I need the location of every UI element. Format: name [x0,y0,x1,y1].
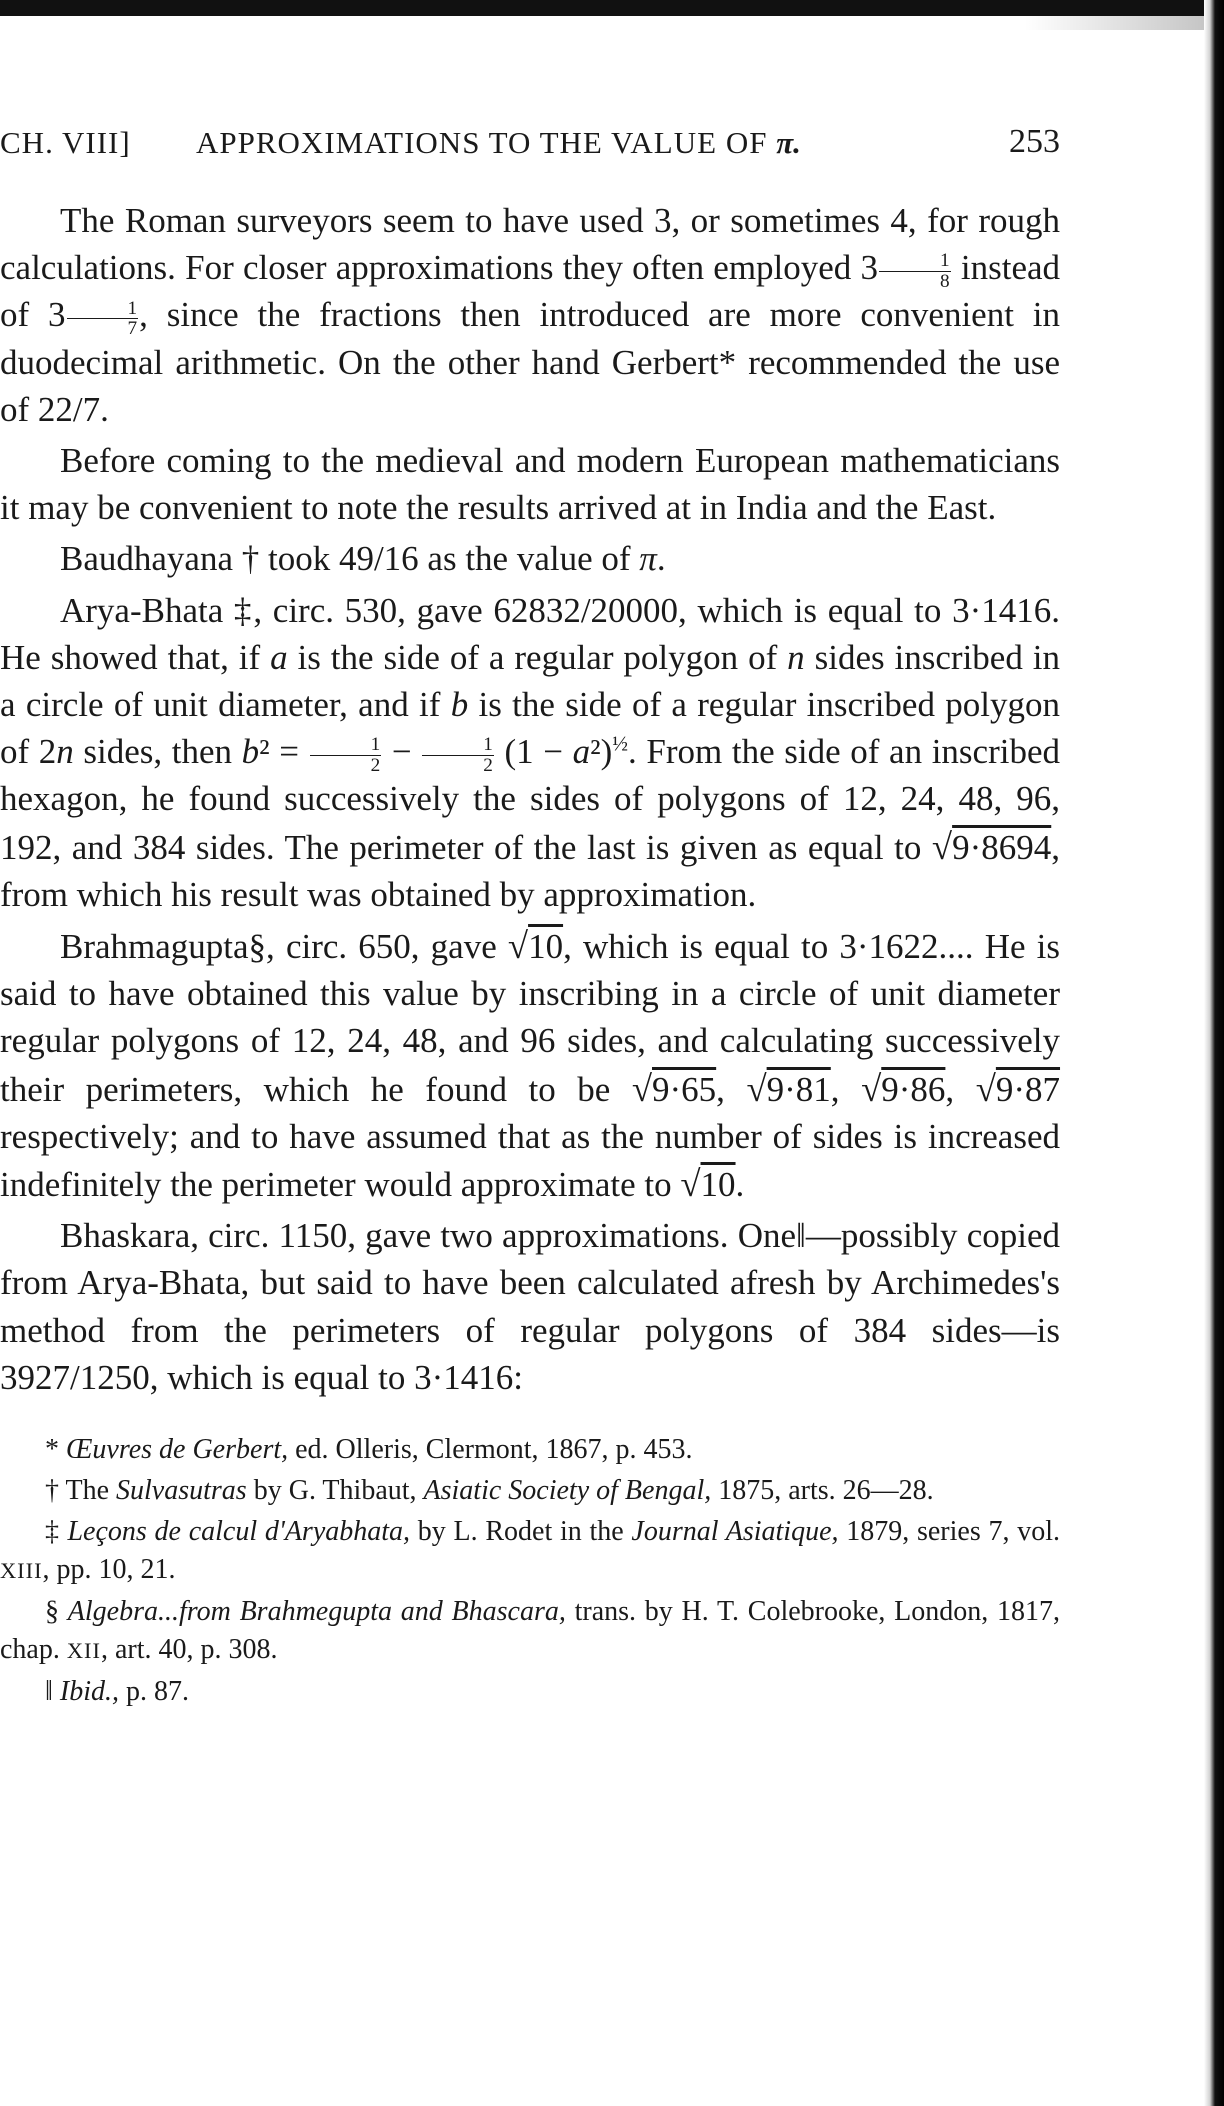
book-page [0,125,1060,1711]
footnote-journal: Journal Asiatique, [631,1516,839,1548]
fraction-denominator: 2 [483,754,493,776]
fraction-one-half [422,735,494,775]
variable-a: a [270,637,288,677]
text-run: respectively; and to have assumed that as the number of sides is increased indefinitely the perimeter would approximate to [0,1116,1060,1205]
paragraph-brahmagupta: Brahmagupta§, circ. 650, gave √10, which is equal to 3·1622.... He is said to have obtained this value by inscribing in a circle of unit diameter regular polygons of 12, 24, 48, and 96 sides, and calculating successively their perimeters, which he found to be √9·65, √9·81, √9·86, √9·87 respectively; and to have assumed that as the number of sides is increased indefinitely the perimeter would approximate to √10. [0,925,1061,1205]
scan-top-shadow [1024,16,1224,30]
text-run: The Roman surveyors seem to have used 3, or sometimes 4, for rough calculations. For closer approximations they often employed 3 [0,201,1060,288]
footnote-title: Œuvres de Gerbert, [66,1434,289,1466]
text-run: sides inscribed in a circle of unit diameter, and if [0,637,1060,725]
text-run: is the side of a regular polygon of [287,637,788,677]
radical-sign: √ [680,1163,701,1205]
footnote-journal: Asiatic Society of Bengal, [423,1475,712,1507]
footnote-text: , pp. 10, 21. [42,1554,176,1586]
footnote-chapter: XII [66,1638,101,1664]
radicand: 9·86 [881,1069,946,1109]
fraction-one-seventh [67,299,139,339]
footnote-text: , art. 40, p. 308. [100,1634,278,1666]
footnote-mark: ‖ [45,1676,60,1708]
footnote-mark: † The [45,1475,117,1507]
radicand: 9·87 [995,1069,1061,1109]
fraction-numerator: 1 [67,299,139,319]
radicand: 9·81 [766,1069,831,1109]
text-run: sides, then [73,732,242,772]
equation-equals: ² = [259,732,309,772]
running-title-text: APPROXIMATIONS TO THE VALUE OF [196,125,768,160]
fraction-denominator: 7 [127,317,138,339]
paragraph-medieval: Before coming to the medieval and modern European mathematicians it may be convenient to note the results arrived at in India and the East. [0,441,1060,528]
body-text [0,197,1060,1401]
radicand: 9·8694 [952,827,1052,867]
footnote-volume: XIII [0,1558,43,1584]
variable-n: n [787,637,805,677]
page-number: 253 [1009,123,1060,160]
radicand: 10 [700,1165,736,1205]
text-run: , since the fractions then introduced are more convenient in duodecimal arithmetic. On the other hand Gerbert* recommended the use of 22/7. [0,295,1061,429]
fraction-one-half [310,735,382,775]
chapter-label: CH. VIII] [0,125,131,160]
fraction-denominator: 2 [370,754,381,776]
footnote-text: by G. Thibaut, [246,1475,424,1507]
text-run: Arya-Bhata ‡, circ. 530, gave 62832/20000, which is equal to 3·1416. He showed that, if [0,590,1060,677]
text-run: , from which his result was obtained by approximation. [0,827,1060,914]
footnote-aryabhata [0,1513,1060,1590]
equation-exponent: ½ [612,731,629,756]
text-run: , which is equal to 3·1622.... He is said to have obtained this value by inscribing in a circle of unit diameter regular polygons of 12, 24, 48, and 96 sides, and calculating successively their perimeters, which he found to be [0,927,1060,1109]
text-run: . From the side of an inscribed hexagon, he found successively the sides of polygons of 12, 24, 48, 96, 192, and 384 sides. The perimeter of the last is given as equal to [0,732,1060,867]
running-head [0,125,1060,175]
variable-n: n [56,732,74,772]
footnote-text: p. 87. [118,1676,189,1708]
text-run: instead of 3 [0,248,1061,335]
footnote-title: Leçons de calcul d'Aryabhata, [67,1516,411,1548]
equation-minus: − [382,732,422,772]
footnote-mark: ‡ [45,1516,68,1548]
footnote-text: trans. by H. T. Colebrooke, London, 1817, chap. [0,1596,1061,1666]
footnote-mark: * [45,1434,66,1466]
footnote-gerbert [0,1431,1060,1469]
text-run: Brahmagupta§, circ. 650, gave [60,927,508,967]
footnote-text: 1875, arts. 26—28. [711,1475,934,1507]
radicand: 9·65 [652,1069,717,1109]
variable-a: a [572,732,591,772]
text-run: Baudhayana † took 49/16 as the value of [60,539,640,579]
footnote-text: 1879, series 7, vol. [838,1516,1060,1548]
fraction-numerator: 1 [422,735,494,755]
footnote-sulvasutras [0,1472,1060,1510]
paragraph-bhaskara: Bhaskara, circ. 1150, gave two approximations. One‖—possibly copied from Arya-Bhata, but said to have been calculated afresh by Archimedes's method from the perimeters of regular polygons of 384 sides—is 3927/1250, which is equal to 3·1416: [0,1216,1060,1397]
text-run: . [656,539,666,579]
text-run: . [735,1165,745,1205]
equation-paren: (1 − [494,732,573,772]
fraction-one-eighth [879,251,951,291]
running-title-symbol: π. [776,125,801,160]
footnotes [0,1431,1060,1711]
footnote-title: Sulvasutras [116,1475,247,1507]
scan-right-edge [1204,0,1224,2106]
fraction-denominator: 8 [940,270,950,292]
footnote-text: by L. Rodet in the [410,1516,632,1548]
scan-top-border [0,0,1224,16]
radical-sign: √ [861,1067,882,1109]
radicand: 10 [528,927,564,967]
footnote-mark: § [45,1596,68,1628]
radical-sign: √ [746,1067,767,1109]
footnote-title: Ibid., [59,1676,119,1708]
radical-sign: √ [975,1067,996,1109]
running-title [196,125,801,161]
paragraph-arya-bhata [0,587,1060,918]
fraction-numerator: 1 [879,251,951,271]
radical-sign: √ [507,925,529,967]
footnote-brahmegupta [0,1593,1060,1670]
text-run: is the side of a regular inscribed polygon of 2 [0,685,1060,772]
footnote-ibid [0,1673,1060,1711]
equation-close: ²) [590,732,613,772]
variable-b: b [450,685,469,725]
radical-sign: √ [931,825,953,867]
paragraph-roman-surveyors [0,197,1060,433]
variable-b: b [241,732,260,772]
fraction-numerator: 1 [310,735,382,755]
footnote-title: Algebra...from Brahmegupta and Bhascara, [67,1596,566,1628]
paragraph-baudhayana [0,535,1060,582]
pi-symbol: π [639,539,657,579]
radical-sign: √ [631,1067,652,1109]
footnote-text: ed. Olleris, Clermont, 1867, p. 453. [288,1434,693,1466]
